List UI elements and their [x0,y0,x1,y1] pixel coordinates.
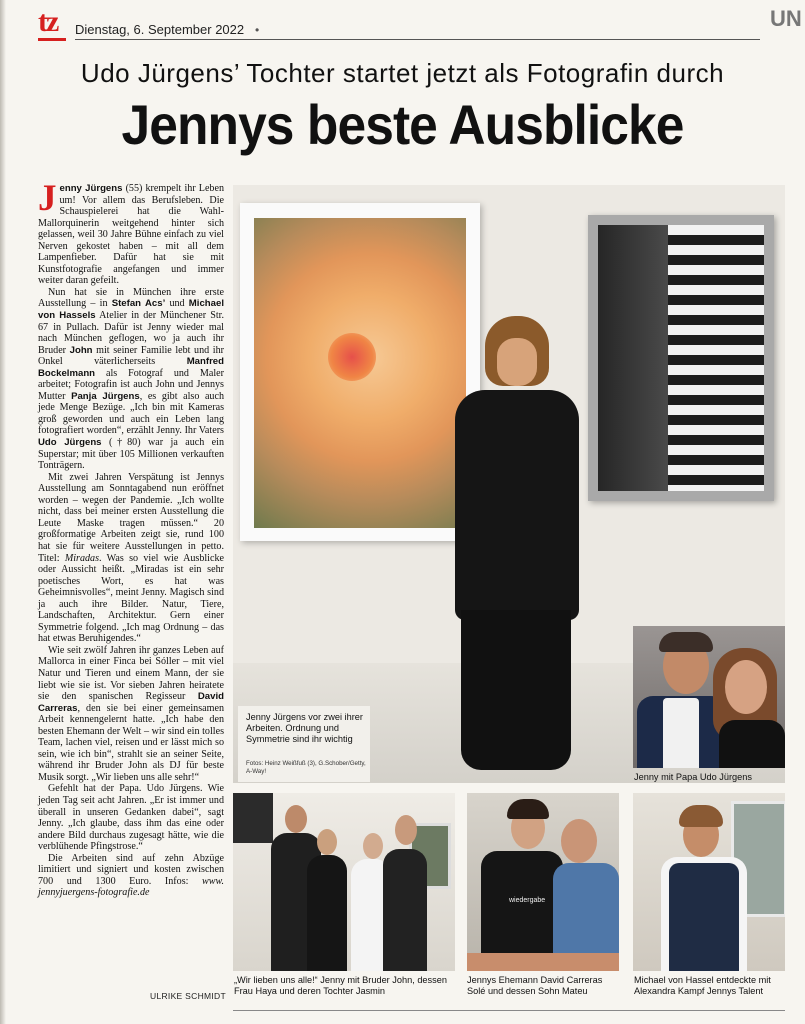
logo-underline [38,38,66,41]
article-headline: Jennys beste Ausblicke [121,93,684,156]
michael-vest [669,863,739,971]
p3-b: Miradas [64,552,100,564]
table [467,953,619,971]
issue-date: Dienstag, 6. September 2022 [75,22,245,37]
p4-c: , den sie bei einer gemeinsamen Arbeit kennengelernt hatte. „Ich habe den besten Ehemann der Welt – wir sind ein tolles Team, lachen viel, reisen und er lässt mich so sein, wie ich bin“, strahlt sie an seiner Seite, während ihr Bruder John als DJ für beste Musik sorgt. „Wir lieben uns alle sehr!“ [38,702,224,783]
p2-b: Stefan Acs’ [111,298,166,310]
p2-f: John [69,344,93,356]
p6-a: Die Arbeiten sind auf zehn Abzüge limitiert und signiert und kosten zwischen 700 und 1300 Euro. Infos: [38,852,224,887]
inset-photo [633,626,785,768]
john-face [285,805,307,833]
husband-photo [467,793,619,971]
p2-d: Michael von Hassels [38,298,224,322]
paragraph-2 [38,287,224,472]
byline: ULRIKE SCHMIDT [150,991,226,1001]
jenny-small-face [317,829,337,855]
date-dot: • [255,23,260,37]
jasmin-face [395,815,417,845]
p2-l: Udo Jürgens [38,437,102,449]
p3-a: Mit zwei Jahren Verspätung ist Jennys Ausstellung am Sonntagabend nun eröffnet worden – wegen der Pandemie. „Ich wollte nicht, dass bei meiner ersten Ausstellung die Leute Maske tragen müssen.“ 20 großformatige Arbeiten zeigt sie, rund 100 hat sie für weitere Ausstellungen in petto. Titel: [38,471,224,564]
p2-g: mit seiner Familie lebt und ihr Onkel väterlicherseits [38,344,224,368]
article-kicker: Udo Jürgens’ Tochter startet jetzt als Fotografin durch [80,58,725,88]
stripes-artwork [588,215,774,501]
jenny-dress [719,720,785,768]
name-jenny: enny Jürgens [59,183,123,194]
p4-a: Wie seit zwölf Jahren ihr ganzes Leben auf Mallorca in einer Finca bei Sóller – mit viel Natur und Tieren und einem Mann, der sie liebt wie sie ist. Vor sieben Jahren heiratete sie den spanischen Regisseur [38,644,224,703]
stripe-shadow [598,225,668,491]
haya-face [363,833,383,859]
mateu-hair [507,799,549,819]
p2-k: , es gibt also auch jede Menge Bezüge. „Ich bin mit Kameras groß geworden und auch ein Leben lang fotografiert worden“, erzählt Jenny. Ihr Vaters [38,390,224,437]
wall-artwork [233,793,273,843]
inset-caption: Jenny mit Papa Udo Jürgens [634,772,752,782]
paragraph-4 [38,645,224,784]
face [497,338,537,386]
p1-text: (55) krempelt ihr Leben um! Vor allem das Berufsleben. Die Schauspielerei hat die Wahl-Mallorquinerin weitgehend hinter sich gelassen, weil 30 Jahre Bühne einfach zu viel Nerven gekostet haben – mit all dem Lampenfieber. Dafür hat sie mit Kunstfotografie angefangen und immer weiter daran gefeilt. [38,183,224,287]
jenny-small-body [307,855,347,971]
header-rule [75,39,760,40]
corner-clipped-text: UN [770,6,802,31]
tz-logo: tz [38,5,58,38]
footer-rule [233,1010,785,1011]
photo-credit: Fotos: Heinz Weißfuß (3), G.Schober/Getty, A-Way! [246,760,366,775]
family-caption: „Wir lieben uns alle!“ Jenny mit Bruder John, dessen Frau Haya und deren Tochter Jasmin [234,975,447,997]
hassel-photo [633,793,785,971]
udo-shirt [663,698,699,768]
shirt-print: wiedergabe [509,897,546,904]
p2-c: und [165,298,189,310]
david-face [561,819,597,863]
p2-j: Panja Jürgens [71,390,140,402]
jenny-face [725,660,767,714]
trousers [461,610,571,770]
michael-hair [679,805,723,827]
p2-e: Atelier in der Münchener Str. 67 in Pullach. Dafür ist Jenny wieder mal nach München geflogen, wo ja auch ihr Bruder [38,310,224,356]
husband-caption: Jennys Ehemann David Carreras Solé und dessen Sohn Mateu [467,975,603,997]
p2-m: (†80) war ja auch ein Superstar; mit über 105 Millionen verkauften Tonträgern. [38,437,225,472]
p3-c: . Was so viel wie Ausblicke oder Aussicht heißt. „Miradas ist ein sehr poetisches Wort, es hat was Geheimnisvolles“, meint Jenny. Magisch sind ja auch ihre Bilder. Natur, Tiere, Landschaften, Architektur. Gern einer Symmetrie folgend. „Ich mag Ordnung – das hat etwas Beruhigendes.“ [38,552,224,645]
paragraph-5: Gefehlt hat der Papa. Udo Jürgens. Wie jeden Tag seit acht Jahren. „Er ist immer und überall in unseren Gedanken dabei“, sagt Jenny. „Ich glaube, dass ihm das eine oder andere Bild durchaus zugesagt hätte, wie die verblühende Pfingstrose.“ [38,783,224,853]
article-body [38,178,225,899]
drop-cap: J [38,178,57,219]
paragraph-6 [38,853,224,899]
udo-hair [659,632,713,652]
p4-b: David Carreras [38,691,224,714]
p2-i: als Fotograf und Maler arbeitet; Fotografin ist auch John und Jennys Mutter [38,367,224,402]
flower-center [328,333,376,381]
main-caption: Jenny Jürgens vor zwei ihrer Arbeiten. Ordnung und Symmetrie sind ihr wichtig [246,712,363,744]
p2-h: Manfred Bockelmann [38,356,224,379]
p2-a: Nun hat sie in München ihre erste Ausstellung – in [38,286,224,310]
page-edge-shadow [0,0,6,1024]
jasmin-body [383,849,427,971]
website-link: www. jennyjuergens-fotografie.de [38,875,224,899]
paragraph-1 [38,178,224,287]
hassel-caption: Michael von Hassel entdeckte mit Alexandra Kampf Jennys Talent [634,975,771,997]
jenny-figure [443,320,583,780]
paragraph-3 [38,472,224,645]
black-outfit [455,390,579,620]
family-photo [233,793,455,971]
